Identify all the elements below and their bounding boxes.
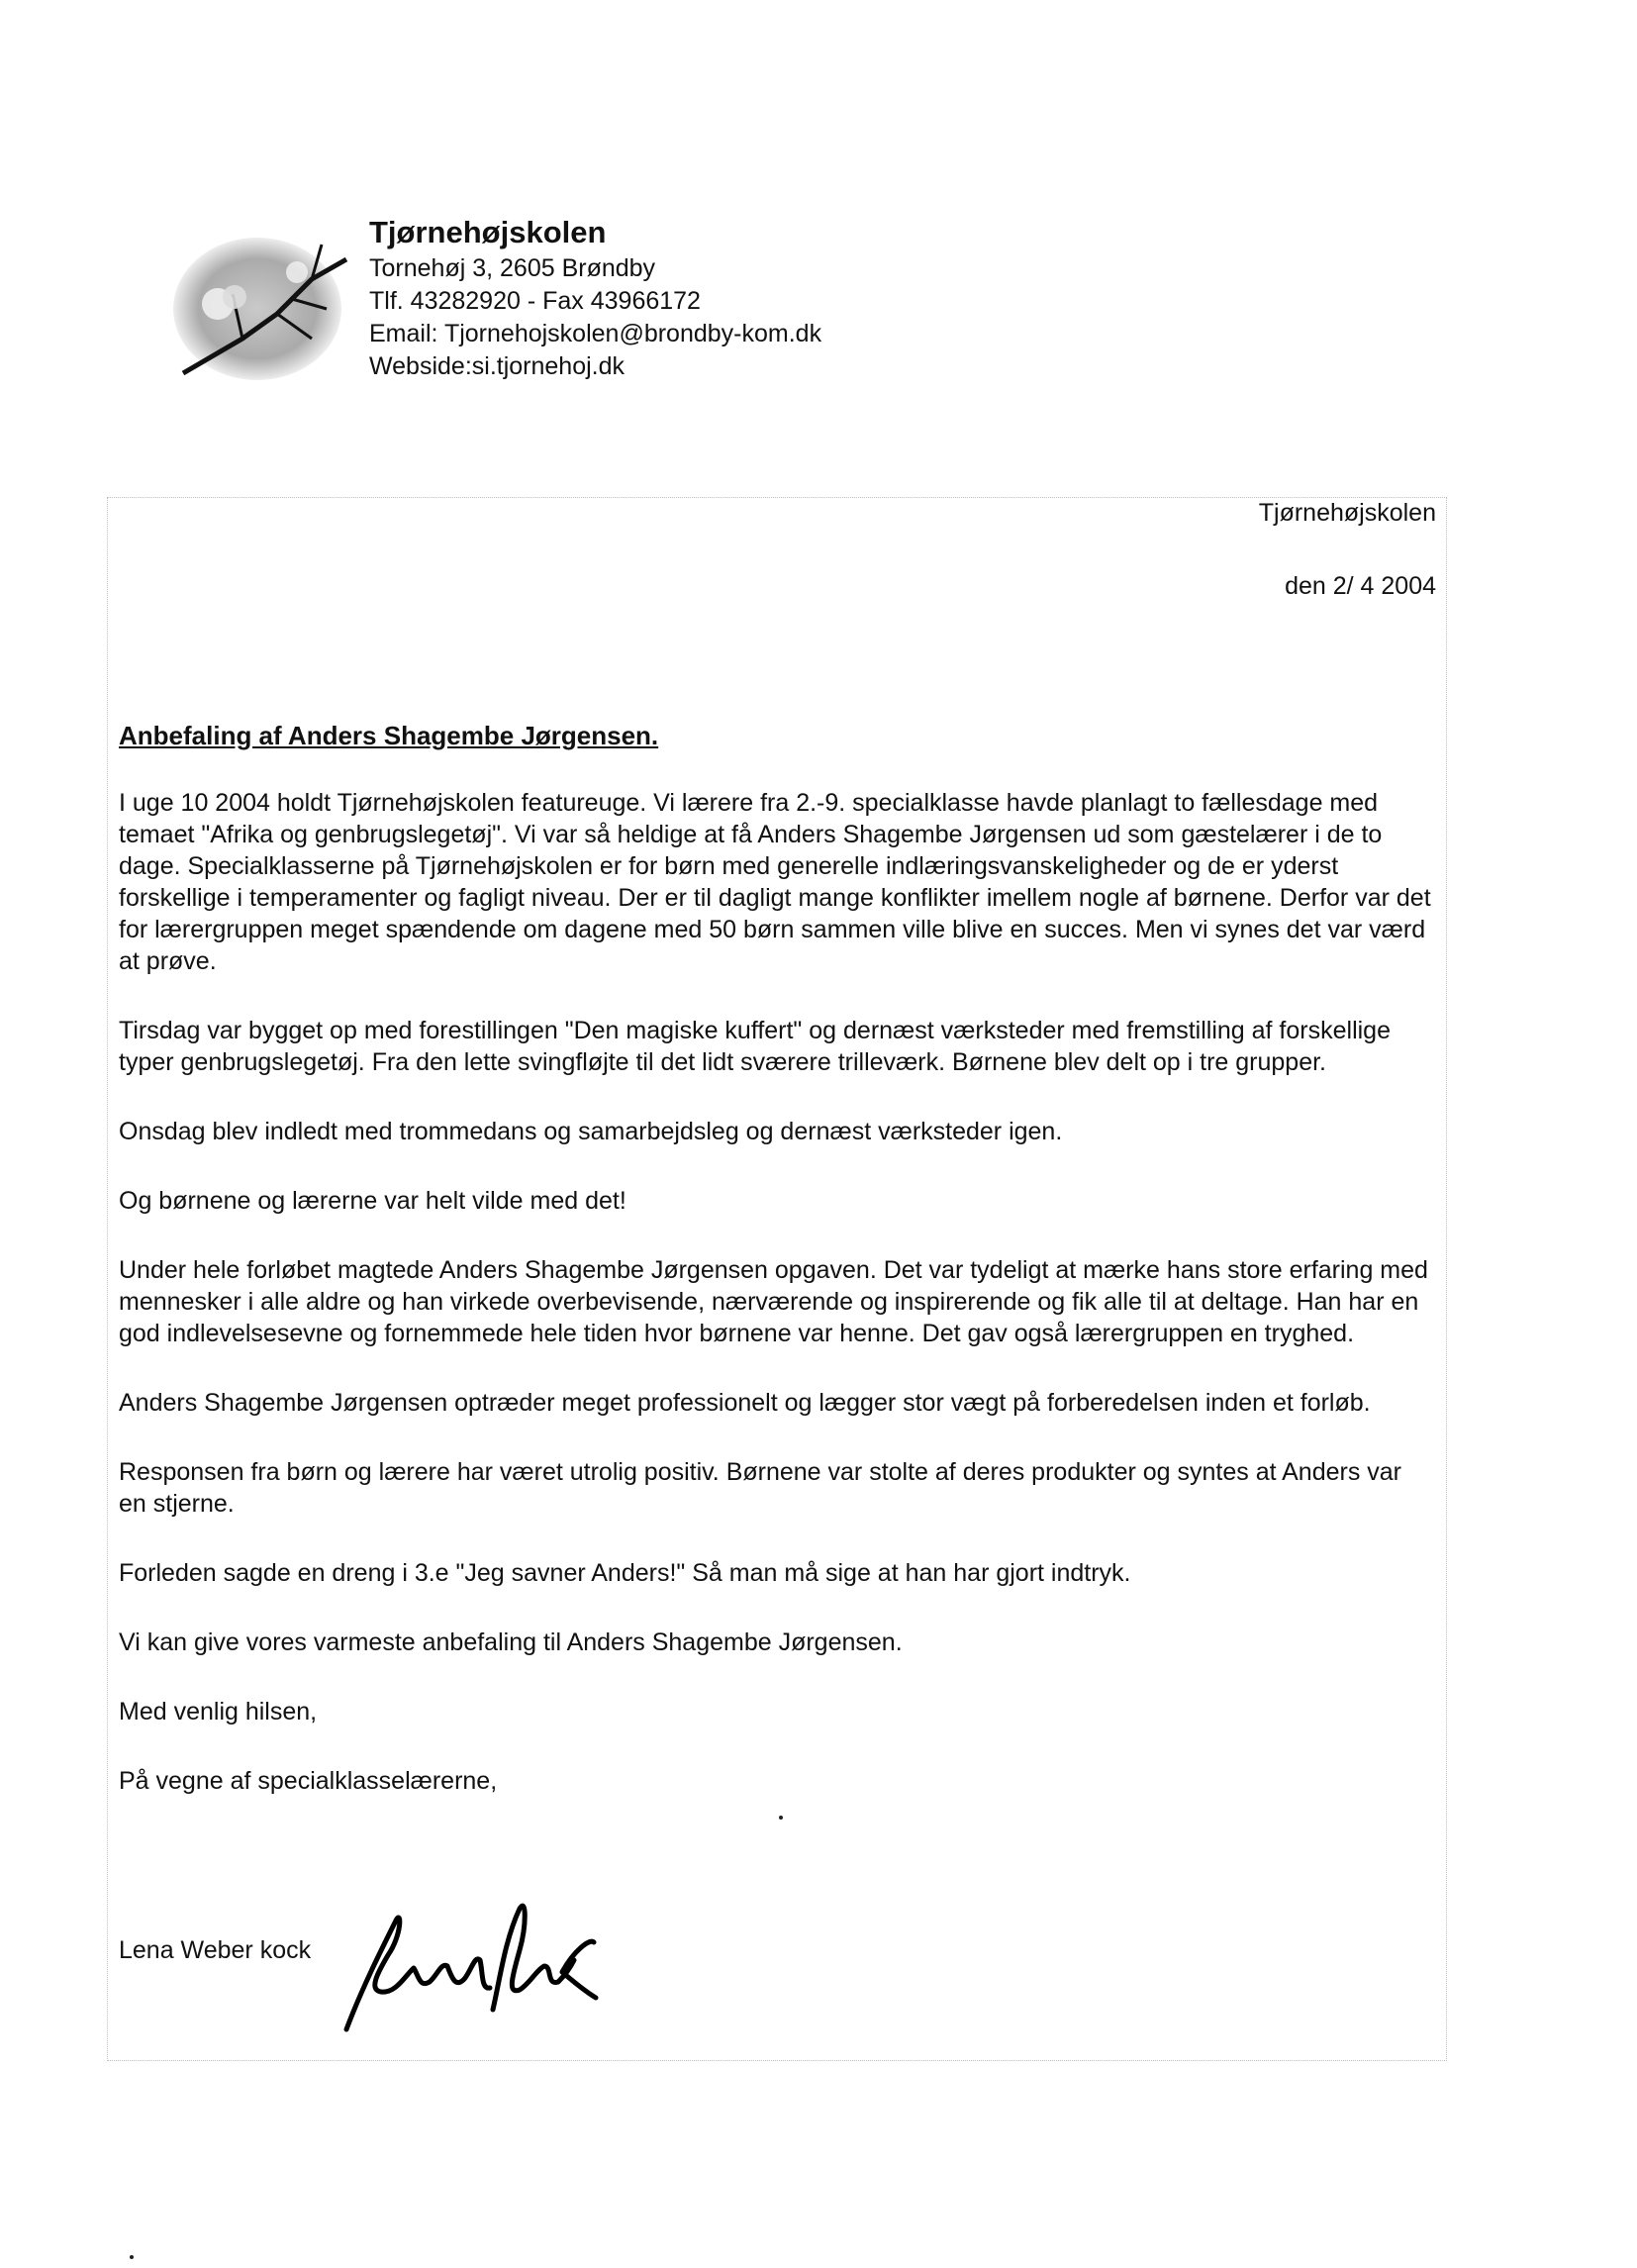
signer-name: Lena Weber kock <box>119 1936 312 1964</box>
sender-name: Tjørnehøjskolen <box>1258 499 1436 527</box>
paragraph: I uge 10 2004 holdt Tjørnehøjskolen featureuge. Vi lærere fra 2.-9. specialklasse havde planlagt to fællesdage med temaet "Afrika og genbrugslegetøj". Vi var så heldige at få Anders Shagembe Jørgensen ud som gæstelærer i de to dage. Specialklasserne på Tjørnehøjskolen er for børn med generelle indlæringsvanskeligheder og de er yderst forskellige i temperamenter og fagligt niveau. Der er til dagligt mange konflikter imellem nogle af børnene. Derfor var det for lærergruppen meget spændende om dagene med 50 børn sammen ville blive en succes. Men vi synes det var værd at prøve. <box>119 789 1431 975</box>
handwritten-signature <box>317 1881 604 2059</box>
letter-heading: Anbefaling af Anders Shagembe Jørgensen. <box>119 721 659 750</box>
closing: Med venlig hilsen, <box>119 1698 318 1726</box>
letterhead <box>163 213 955 391</box>
scan-speck <box>130 2255 134 2259</box>
paragraph: Under hele forløbet magtede Anders Shagembe Jørgensen opgaven. Det var tydeligt at mærke hans store erfaring med mennesker i alle aldre og han virkede overbevisende, nærværende og inspirerende og fik alle til at deltage. Han har en god indlevelsesevne og fornemmede hele tiden hvor børnene var henne. Det gav også lærergruppen en tryghed. <box>119 1256 1428 1347</box>
paragraph: Vi kan give vores varmeste anbefaling til Anders Shagembe Jørgensen. <box>119 1628 903 1656</box>
paragraph: Responsen fra børn og lærere har været utrolig positiv. Børnene var stolte af deres produkter og syntes at Anders var en stjerne. <box>119 1458 1401 1518</box>
letter-date: den 2/ 4 2004 <box>1285 572 1436 600</box>
paragraph: Tirsdag var bygget op med forestillingen "Den magiske kuffert" og dernæst værksteder med fremstilling af forskellige typer genbrugslegetøj. Fra den lette svingfløjte til det lidt sværere trilleværk. Børnene blev delt op i tre grupper. <box>119 1017 1391 1076</box>
school-website: Webside:si.tjornehoj.dk <box>369 352 626 380</box>
school-address: Tornehøj 3, 2605 Brøndby <box>369 254 656 282</box>
school-name: Tjørnehøjskolen <box>369 215 607 249</box>
tree-branch-logo-icon <box>163 225 361 393</box>
paragraph: Og børnene og lærerne var helt vilde med det! <box>119 1187 626 1215</box>
school-email: Email: Tjornehojskolen@brondby-kom.dk <box>369 320 822 347</box>
scan-speck <box>779 1816 783 1820</box>
paragraph: Onsdag blev indledt med trommedans og samarbejdsleg og dernæst værksteder igen. <box>119 1118 1063 1145</box>
school-phone-fax: Tlf. 43282920 - Fax 43966172 <box>369 287 701 315</box>
on-behalf: På vegne af specialklasselærerne, <box>119 1767 498 1795</box>
letter-body <box>119 720 1435 1834</box>
paragraph: Forleden sagde en dreng i 3.e "Jeg savner Anders!" Så man må sige at han har gjort indtryk. <box>119 1559 1131 1587</box>
paragraph: Anders Shagembe Jørgensen optræder meget professionelt og lægger stor vægt på forberedelsen inden et forløb. <box>119 1389 1371 1417</box>
school-info <box>369 213 821 383</box>
